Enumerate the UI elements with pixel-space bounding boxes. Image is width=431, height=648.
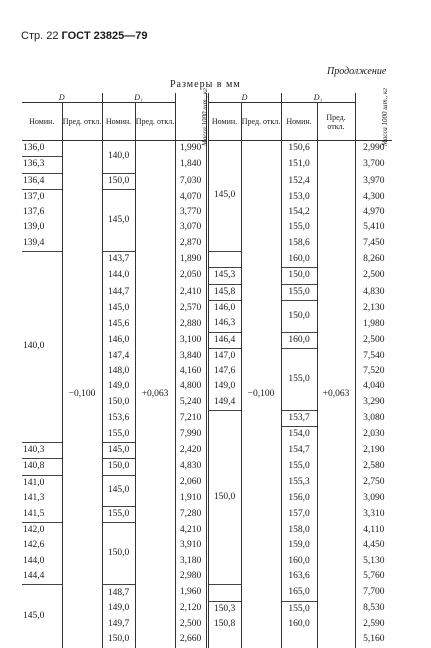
- left-d-nominal-cell: 145,0: [23, 610, 45, 621]
- right-d1-nominal-cell: 155,0: [281, 220, 317, 235]
- table-caption: Размеры в мм: [170, 79, 241, 90]
- left-mass-cell: 2,980: [175, 569, 207, 585]
- left-mass-cell: 2,500: [175, 617, 207, 632]
- left-mass-cell: 4,800: [175, 379, 207, 394]
- left-d1-nominal-cell: 144,7: [102, 284, 135, 300]
- right-mass-cell: 2,130: [355, 300, 392, 316]
- left-mass-cell: 1,890: [175, 252, 207, 268]
- right-d1-nominal-cell: 154,0: [281, 427, 317, 443]
- right-mass-cell: 5,160: [355, 632, 392, 647]
- left-d1-nominal-cell: 148,7: [102, 585, 135, 601]
- left-d1-nominal-cell: 155,0: [102, 427, 135, 443]
- right-d1-nominal-cell: 150,0: [281, 300, 317, 332]
- left-d-nominal-cell: 136,4: [22, 173, 62, 189]
- right-d-nominal-cell: [207, 252, 241, 268]
- right-d1-nominal-cell: 160,0: [281, 332, 317, 348]
- right-mass-cell: 3,090: [355, 491, 392, 506]
- right-mass-cell: 7,700: [355, 585, 392, 601]
- col-d1-right: D₁: [281, 93, 355, 103]
- right-d1-nominal-cell: 153,0: [281, 189, 317, 205]
- left-d1-nominal-cell: 155,0: [102, 506, 135, 522]
- right-d1-nominal-cell: 153,7: [281, 411, 317, 427]
- right-mass-cell: 2,990: [355, 141, 392, 157]
- left-mass-cell: 2,870: [175, 236, 207, 252]
- right-d1-nominal-cell: 160,0: [281, 252, 317, 268]
- right-d1-nominal-cell: [281, 632, 317, 647]
- right-d-nominal-cell: 150,8: [207, 617, 241, 632]
- right-mass-cell: 4,110: [355, 523, 392, 539]
- col-d-right: D: [207, 93, 281, 103]
- left-d1-nominal-cell: 147,4: [102, 348, 135, 364]
- right-d1-nominal-cell: 150,0: [281, 268, 317, 284]
- col-mass-right: Масса 1000 шт., кг: [355, 93, 392, 141]
- left-d-nominal-cell: 141,0: [23, 477, 45, 488]
- right-d-nominal-cell: 150,3: [207, 601, 241, 617]
- head-nominal: Номин.: [102, 103, 135, 141]
- left-d-nominal-cell: 137,0: [23, 191, 45, 202]
- right-mass-cell: 7,540: [355, 348, 392, 364]
- table-body: [22, 141, 392, 648]
- right-d-nominal-cell: 145,8: [207, 284, 241, 300]
- left-d-nominal-cell: 139,4: [22, 236, 62, 252]
- right-mass-cell: 1,980: [355, 316, 392, 332]
- right-d-nominal-cell: 150,0: [207, 411, 241, 585]
- head-nominal: Номин.: [207, 103, 241, 141]
- left-d1-nominal-cell: 145,0: [102, 189, 135, 251]
- left-mass-cell: 1,910: [175, 491, 207, 506]
- right-d1-nominal-cell: 163,6: [281, 569, 317, 585]
- left-mass-cell: 3,910: [175, 538, 207, 553]
- dimensions-table: [22, 88, 392, 648]
- right-mass-cell: 3,310: [355, 506, 392, 522]
- left-d-nominal-cell: 142,0: [23, 525, 45, 536]
- right-d1-nominal-cell: 152,4: [281, 173, 317, 189]
- right-d-nominal-cell: 149,0: [207, 379, 241, 394]
- right-mass-cell: 7,520: [355, 364, 392, 379]
- right-d-nominal-cell: 146,4: [207, 332, 241, 348]
- right-mass-cell: 4,040: [355, 379, 392, 394]
- left-mass-cell: 3,070: [175, 220, 207, 235]
- left-d1-nominal-cell: 150,0: [102, 395, 135, 411]
- left-d1-nominal-cell: 140,0: [102, 141, 135, 174]
- col-d-left: D: [22, 93, 102, 103]
- right-d-tolerance-cell: −0,100: [241, 141, 281, 648]
- left-d-nominal-cell: 140,8: [22, 459, 62, 475]
- left-d1-nominal-cell: 150,0: [102, 459, 135, 475]
- right-mass-cell: 3,290: [355, 395, 392, 411]
- right-d1-nominal-cell: 158,6: [281, 236, 317, 252]
- left-d-nominal-cell: 141,3: [23, 493, 45, 504]
- page-number: Стр. 22: [21, 30, 59, 42]
- left-d-nominal-cell: 142,6: [23, 540, 45, 551]
- table-head: [22, 88, 392, 146]
- col-mass-left: Масса 1000 шт., кг: [175, 93, 207, 141]
- left-d-nominal-cell: 137,6: [23, 207, 45, 218]
- right-mass-cell: 4,970: [355, 205, 392, 220]
- right-d-nominal-cell: 147,6: [207, 364, 241, 379]
- right-d1-nominal-cell: 155,0: [281, 459, 317, 475]
- left-d1-nominal-cell: 145,0: [102, 443, 135, 459]
- head-tolerance: Пред. откл.: [241, 103, 281, 141]
- standard-number: ГОСТ 23825—79: [61, 30, 148, 42]
- left-mass-cell: 4,210: [175, 523, 207, 539]
- left-d-nominal-cell: 144,4: [22, 569, 62, 585]
- right-mass-cell: 3,080: [355, 411, 392, 427]
- left-d-nominal-cell: 136,0: [22, 141, 62, 157]
- left-d1-nominal-cell: 148,0: [102, 364, 135, 379]
- right-mass-cell: 4,830: [355, 284, 392, 300]
- left-mass-cell: 3,840: [175, 348, 207, 364]
- right-mass-cell: 4,450: [355, 538, 392, 553]
- left-d1-nominal-cell: 150,0: [102, 173, 135, 189]
- right-mass-cell: 8,260: [355, 252, 392, 268]
- left-d1-nominal-cell: 145,6: [102, 316, 135, 332]
- left-mass-cell: 7,210: [175, 411, 207, 427]
- right-mass-cell: 2,590: [355, 617, 392, 632]
- left-d1-nominal-cell: 150,0: [102, 523, 135, 585]
- left-mass-cell: 2,410: [175, 284, 207, 300]
- right-d1-nominal-cell: 151,0: [281, 157, 317, 173]
- right-d1-nominal-cell: 159,0: [281, 538, 317, 553]
- right-d1-nominal-cell: 150,6: [281, 141, 317, 157]
- right-d1-tolerance-cell: +0,063: [317, 141, 355, 648]
- left-mass-cell: 4,830: [175, 459, 207, 475]
- left-d-nominal-cell: 139,0: [23, 222, 45, 233]
- right-d1-nominal-cell: 155,0: [281, 348, 317, 410]
- right-mass-cell: 2,580: [355, 459, 392, 475]
- left-mass-cell: 1,960: [175, 585, 207, 601]
- left-d1-nominal-cell: 144,0: [102, 268, 135, 284]
- right-d-nominal-cell: 149,4: [207, 395, 241, 411]
- left-mass-cell: 2,880: [175, 316, 207, 332]
- right-d1-nominal-cell: 155,0: [281, 284, 317, 300]
- head-tolerance: Пред. откл.: [135, 103, 175, 141]
- continuation-label: Продолжение: [327, 66, 387, 77]
- left-mass-cell: 1,990: [175, 141, 207, 157]
- left-d1-nominal-cell: 146,0: [102, 332, 135, 348]
- left-d1-nominal-cell: 149,7: [102, 617, 135, 632]
- right-mass-cell: 2,500: [355, 268, 392, 284]
- right-d1-nominal-cell: 165,0: [281, 585, 317, 601]
- right-d-nominal-cell: [207, 585, 241, 601]
- left-d-nominal-cell: 140,0: [22, 252, 62, 443]
- left-mass-cell: 2,570: [175, 300, 207, 316]
- right-mass-cell: 5,410: [355, 220, 392, 235]
- left-mass-cell: 3,180: [175, 554, 207, 569]
- left-mass-cell: 2,050: [175, 268, 207, 284]
- right-d1-nominal-cell: 160,0: [281, 617, 317, 632]
- left-mass-cell: 3,100: [175, 332, 207, 348]
- right-mass-cell: 5,760: [355, 569, 392, 585]
- head-nominal: Номин.: [281, 103, 317, 141]
- left-d-tolerance-cell: −0,100: [62, 141, 102, 648]
- left-d1-nominal-cell: 153,6: [102, 411, 135, 427]
- right-d1-nominal-cell: 154,7: [281, 443, 317, 459]
- right-mass-cell: 5,130: [355, 554, 392, 569]
- right-mass-cell: 3,970: [355, 173, 392, 189]
- left-d1-nominal-cell: 143,7: [102, 252, 135, 268]
- right-mass-cell: 2,750: [355, 475, 392, 491]
- left-mass-cell: 7,030: [175, 173, 207, 189]
- left-d1-nominal-cell: 150,0: [102, 632, 135, 647]
- left-d-nominal-cell: 136,3: [22, 157, 62, 173]
- left-d1-nominal-cell: 145,0: [102, 300, 135, 316]
- right-d1-nominal-cell: 155,0: [281, 601, 317, 617]
- right-d1-nominal-cell: 160,0: [281, 554, 317, 569]
- right-d-nominal-cell: 145,0: [207, 141, 241, 252]
- right-d1-nominal-cell: 154,2: [281, 205, 317, 220]
- right-mass-cell: 2,030: [355, 427, 392, 443]
- right-mass-cell: 2,190: [355, 443, 392, 459]
- left-d-nominal-cell: 140,3: [22, 443, 62, 459]
- col-d1-left: D₁: [102, 93, 175, 103]
- right-d-nominal-cell: [207, 632, 241, 647]
- left-mass-cell: 2,120: [175, 601, 207, 617]
- left-mass-cell: 7,990: [175, 427, 207, 443]
- left-mass-cell: 4,070: [175, 189, 207, 205]
- right-mass-cell: 8,530: [355, 601, 392, 617]
- left-d-nominal-cell: 144,0: [23, 555, 45, 566]
- right-d-nominal-cell: 145,3: [207, 268, 241, 284]
- right-mass-cell: 7,450: [355, 236, 392, 252]
- right-mass-cell: 3,700: [355, 157, 392, 173]
- right-mass-cell: 2,500: [355, 332, 392, 348]
- left-mass-cell: 3,770: [175, 205, 207, 220]
- left-mass-cell: 4,160: [175, 364, 207, 379]
- left-mass-cell: 1,840: [175, 157, 207, 173]
- right-d-nominal-cell: 146,3: [207, 316, 241, 332]
- left-d1-tolerance-cell: +0,063: [135, 141, 175, 648]
- left-d1-nominal-cell: 149,0: [102, 601, 135, 617]
- right-d1-nominal-cell: 156,0: [281, 491, 317, 506]
- right-mass-cell: 4,300: [355, 189, 392, 205]
- right-d-nominal-cell: 147,0: [207, 348, 241, 364]
- head-tolerance: Пред. откл.: [62, 103, 102, 141]
- right-d1-nominal-cell: 155,3: [281, 475, 317, 491]
- left-mass-cell: 2,660: [175, 632, 207, 647]
- head-nominal: Номин.: [29, 117, 55, 126]
- left-mass-cell: 2,060: [175, 475, 207, 491]
- right-d1-nominal-cell: 158,0: [281, 523, 317, 539]
- left-d1-nominal-cell: 145,0: [102, 475, 135, 506]
- page-header: [21, 30, 147, 42]
- head-tolerance: Пред. откл.: [317, 103, 355, 141]
- left-mass-cell: 5,240: [175, 395, 207, 411]
- left-d1-nominal-cell: 149,0: [102, 379, 135, 394]
- left-mass-cell: 2,420: [175, 443, 207, 459]
- left-mass-cell: 7,280: [175, 506, 207, 522]
- right-d1-nominal-cell: 157,0: [281, 506, 317, 522]
- left-d-nominal-cell: 141,5: [22, 506, 62, 522]
- right-d-nominal-cell: 146,0: [207, 300, 241, 316]
